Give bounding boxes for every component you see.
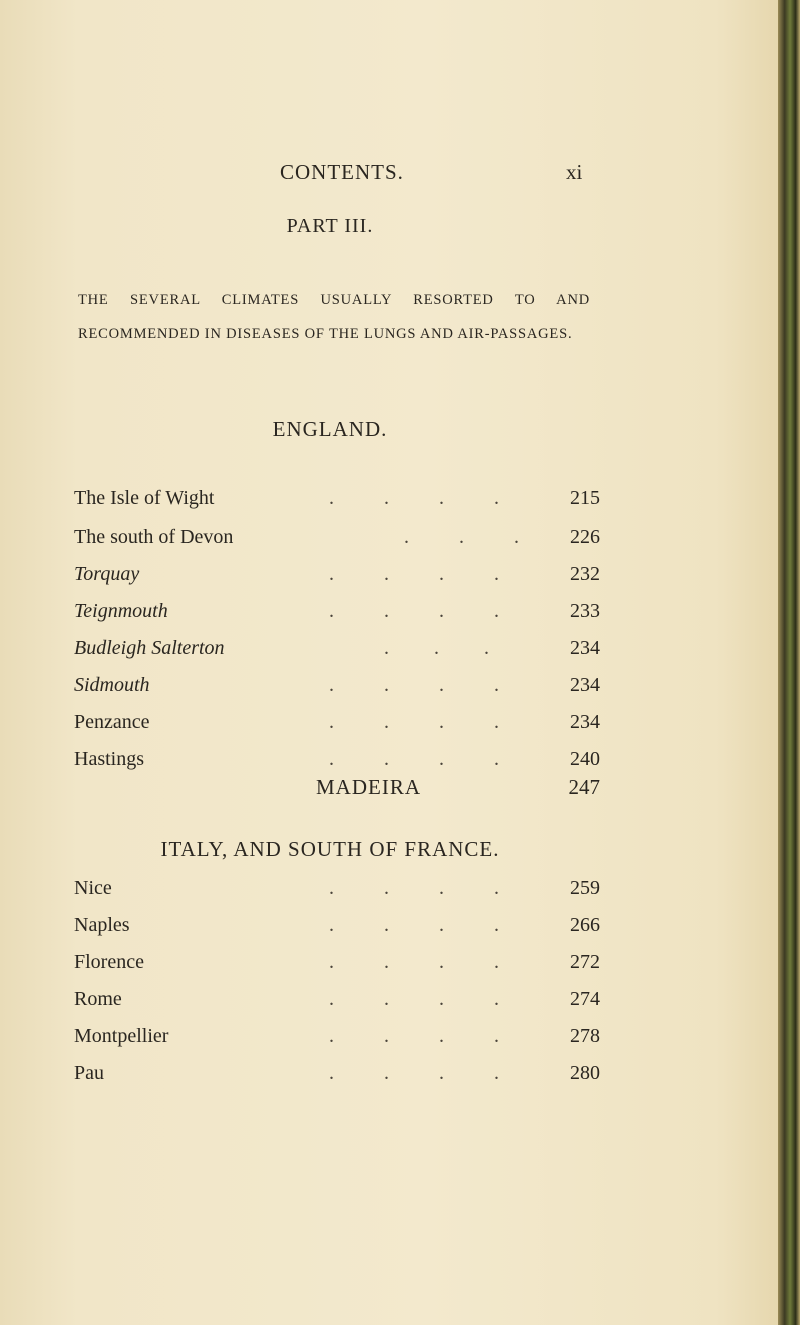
leader-dots: . . . .	[304, 951, 499, 973]
leader-dots: . . . .	[304, 748, 499, 770]
entry-page: 278	[570, 1025, 600, 1047]
section-heading-italy-france: ITALY, AND SOUTH OF FRANCE.	[160, 837, 500, 861]
entry-page: 272	[570, 951, 600, 973]
toc-entry	[74, 877, 600, 905]
entry-name: Sidmouth	[74, 674, 150, 696]
toc-entry	[74, 1062, 600, 1090]
running-head	[0, 160, 778, 190]
entry-name: Rome	[74, 988, 122, 1010]
entry-name: Pau	[74, 1062, 104, 1084]
entry-name: The south of Devon	[74, 526, 234, 548]
madeira-title: MADEIRA	[316, 775, 421, 799]
page-folio: xi	[566, 160, 583, 184]
toc-entry	[74, 748, 600, 776]
toc-entry	[74, 526, 600, 554]
entry-page: 234	[570, 674, 600, 696]
entry-page: 232	[570, 563, 600, 585]
leader-dots: . . . .	[304, 1025, 499, 1047]
leader-dots: . . . .	[304, 600, 499, 622]
entry-page: 266	[570, 914, 600, 936]
leader-dots: . . . .	[304, 487, 499, 509]
toc-entry	[74, 600, 600, 628]
leader-dots: . . . .	[304, 1062, 499, 1084]
toc-entry	[74, 1025, 600, 1053]
toc-entry	[74, 951, 600, 979]
leader-dots: . . . .	[304, 988, 499, 1010]
entry-name: Montpellier	[74, 1025, 169, 1047]
entry-name: Florence	[74, 951, 144, 973]
part-intro: THE SEVERAL CLIMATES USUALLY RESORTED TO AND RECOMMENDED IN DISEASES OF THE LUNGS AND AIR-PASSAGES.	[78, 292, 590, 342]
entry-name: Penzance	[74, 711, 150, 733]
entry-page: 215	[570, 487, 600, 509]
entry-name: Torquay	[74, 563, 140, 585]
entry-page: 234	[570, 711, 600, 733]
book-binding-edge	[778, 0, 800, 1325]
entry-name: Naples	[74, 914, 130, 936]
leader-dots: . . .	[304, 526, 519, 548]
toc-entry	[74, 988, 600, 1016]
toc-entry	[74, 914, 600, 942]
entry-name: The Isle of Wight	[74, 487, 215, 509]
entry-name: Nice	[74, 877, 112, 899]
entry-page: 233	[570, 600, 600, 622]
entry-page: 259	[570, 877, 600, 899]
section-heading-england: ENGLAND.	[272, 417, 388, 441]
leader-dots: . . . .	[304, 711, 499, 733]
toc-entry	[74, 711, 600, 739]
toc-entry	[74, 637, 600, 665]
leader-dots: . . .	[304, 637, 489, 659]
toc-entry	[74, 563, 600, 591]
toc-entry	[74, 674, 600, 702]
entry-page: 247	[568, 775, 600, 799]
toc-entry-madeira	[74, 775, 600, 803]
entry-page: 274	[570, 988, 600, 1010]
entry-page: 280	[570, 1062, 600, 1084]
entry-name: Hastings	[74, 748, 144, 770]
entry-page: 240	[570, 748, 600, 770]
entry-page: 234	[570, 637, 600, 659]
leader-dots: . . . .	[304, 914, 499, 936]
entry-page: 226	[570, 526, 600, 548]
part-title: PART III.	[286, 215, 374, 237]
entry-name: Budleigh Salterton	[74, 637, 225, 659]
leader-dots: . . . .	[304, 563, 499, 585]
running-title: CONTENTS.	[280, 160, 404, 184]
leader-dots: . . . .	[304, 674, 499, 696]
toc-entry	[74, 487, 600, 515]
entry-name: Teignmouth	[74, 600, 168, 622]
leader-dots: . . . .	[304, 877, 499, 899]
